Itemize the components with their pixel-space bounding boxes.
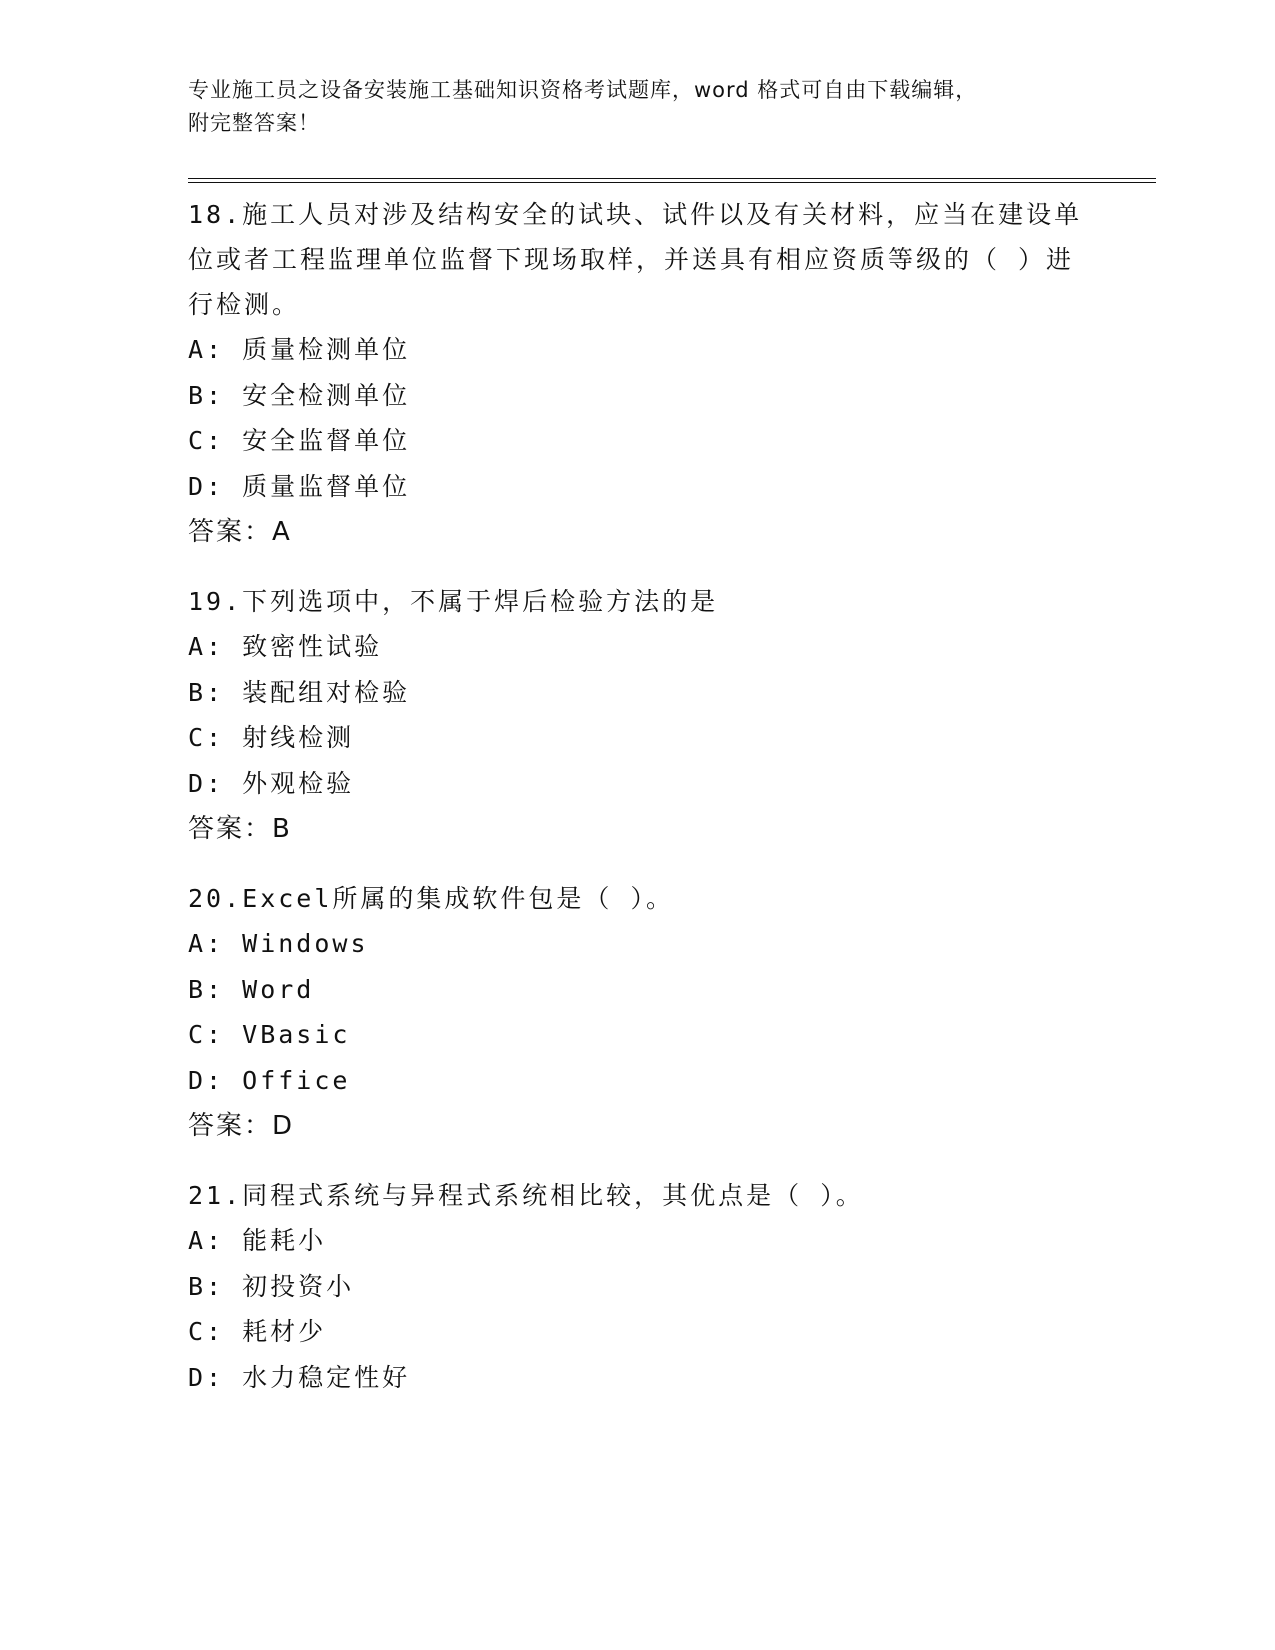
answer-label: 答案：D [188,1111,295,1141]
document-header [188,74,1088,140]
option-d: D: 外观检验 [188,768,355,798]
option-c: C: 安全监督单位 [188,426,411,455]
header-divider-top [188,178,1156,179]
question-stem: 19.下列选项中，不属于焊后检验方法的是 [188,587,719,616]
answer-label: 答案：A [188,517,292,547]
option-a: A: 致密性试验 [188,632,383,661]
question-21 [188,1173,1088,1400]
question-19 [188,579,1088,852]
question-list [188,192,1088,1424]
option-a: A: 能耗小 [188,1226,327,1255]
option-b: B: 初投资小 [188,1271,355,1301]
question-20 [188,876,1088,1149]
option-b: B: Word [188,974,315,1004]
option-d: D: 水力稳定性好 [188,1362,411,1392]
option-d: D: 质量监督单位 [188,471,411,501]
answer-label: 答案：B [188,814,292,844]
header-divider-bottom [188,182,1156,183]
header-line-2: 附完整答案！ [188,111,320,135]
option-c: C: 耗材少 [188,1317,327,1346]
option-a: A: Windows [188,929,369,958]
header-line-1: 专业施工员之设备安装施工基础知识资格考试题库，word 格式可自由下载编辑， [188,78,978,102]
option-d: D: Office [188,1065,351,1095]
question-18 [188,192,1088,555]
question-stem: 20.Excel所属的集成软件包是（ ）。 [188,884,674,913]
option-c: C: VBasic [188,1020,351,1049]
question-stem: 18.施工人员对涉及结构安全的试块、试件以及有关材料，应当在建设单位或者工程监理单位监督下现场取样，并送具有相应资质等级的（ ）进行检测。 [188,200,1083,319]
option-c: C: 射线检测 [188,723,355,752]
question-stem: 21.同程式系统与异程式系统相比较，其优点是（ ）。 [188,1181,864,1210]
option-b: B: 安全检测单位 [188,380,411,410]
option-b: B: 装配组对检验 [188,677,411,707]
option-a: A: 质量检测单位 [188,335,411,364]
